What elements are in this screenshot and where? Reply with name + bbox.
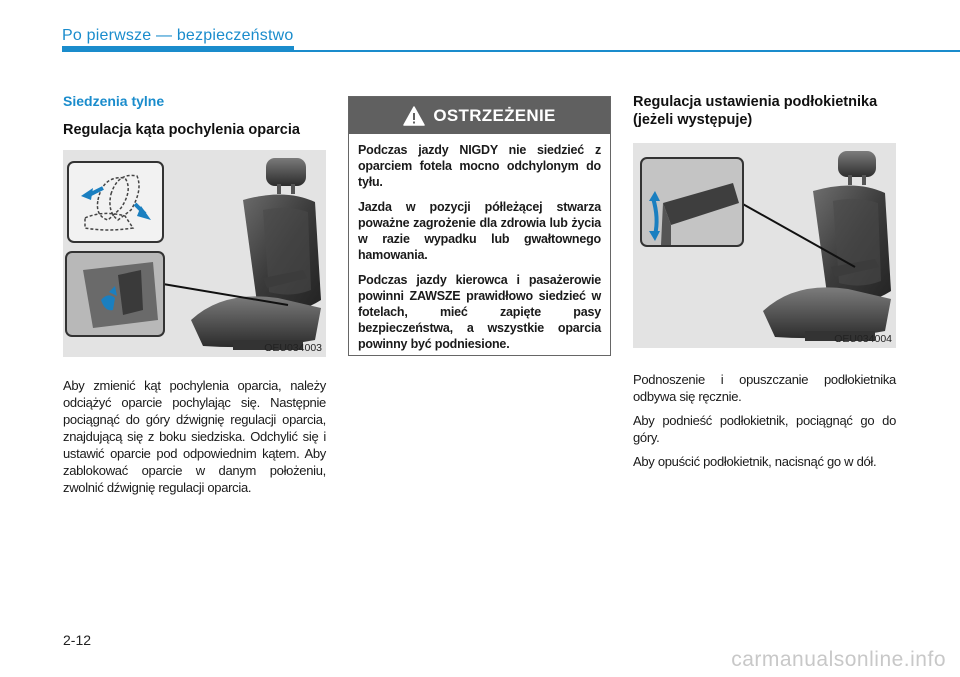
warning-paragraph: Podczas jazdy kierowca i pasażerowie powinni ZAWSZE prawidłowo siedzieć w fotelach, mieć zapięte pasy bezpieczeństwa, a wszystkie oparcia powinny być podniesione. [358,273,601,351]
left-column [63,93,326,139]
watermark: carmanualsonline.info [731,648,946,671]
armrest-paragraph: Podnoszenie i opuszczanie podłokietnika odbywa się ręcznie. [633,372,896,404]
armrest-paragraph: Aby opuścić podłokietnik, nacisnąć go w dół. [633,454,877,469]
rear-seats-heading: Siedzenia tylne [63,93,165,109]
armrest-figure [633,143,896,348]
warning-box [348,96,611,356]
warning-paragraph: Podczas jazdy NIGDY nie siedzieć z oparciem fotela mocno odchylonym do tyłu. [358,143,601,189]
armrest-instructions [633,371,896,477]
section-header-title: Po pierwsze — bezpieczeństwo [62,27,294,44]
header-rule [62,50,960,52]
figure-code-right: OEU034004 [834,333,892,345]
warning-triangle-icon [403,106,425,126]
warning-body [349,134,610,352]
warning-heading: OSTRZEŻENIE [433,105,556,125]
armrest-subtitle: Regulacja ustawienia podłokietnika [633,94,878,110]
figure-code-left: OEU034003 [264,342,322,354]
right-column [633,93,896,129]
warning-header [349,97,610,134]
seat-recline-figure [63,150,326,357]
seat-recline-illustration [63,150,326,357]
armrest-paragraph: Aby podnieść podłokietnik, pociągnąć go do góry. [633,413,896,445]
warning-paragraph: Jazda w pozycji półleżącej stwarza poważne zagrożenie dla zdrowia lub życia w razie wypadku lub gwałtownego hamowania. [358,200,601,262]
page-number: 2-12 [63,632,92,648]
recline-instructions: Aby zmienić kąt pochylenia oparcia, należy odciążyć oparcie pochylając się. Następnie pociągnąć do góry dźwignię regulacji oparcia, znajdującą się z boku siedziska. Odchylić się i ustawić oparcie pod odpowiednim kątem. Aby zablokować oparcie w danym położeniu, zwolnić dźwignię regulacji oparcia. [63,378,326,495]
armrest-illustration [633,143,896,348]
armrest-subtitle-note: (jeżeli występuje) [633,112,753,128]
recline-subtitle: Regulacja kąta pochylenia oparcia [63,122,300,138]
